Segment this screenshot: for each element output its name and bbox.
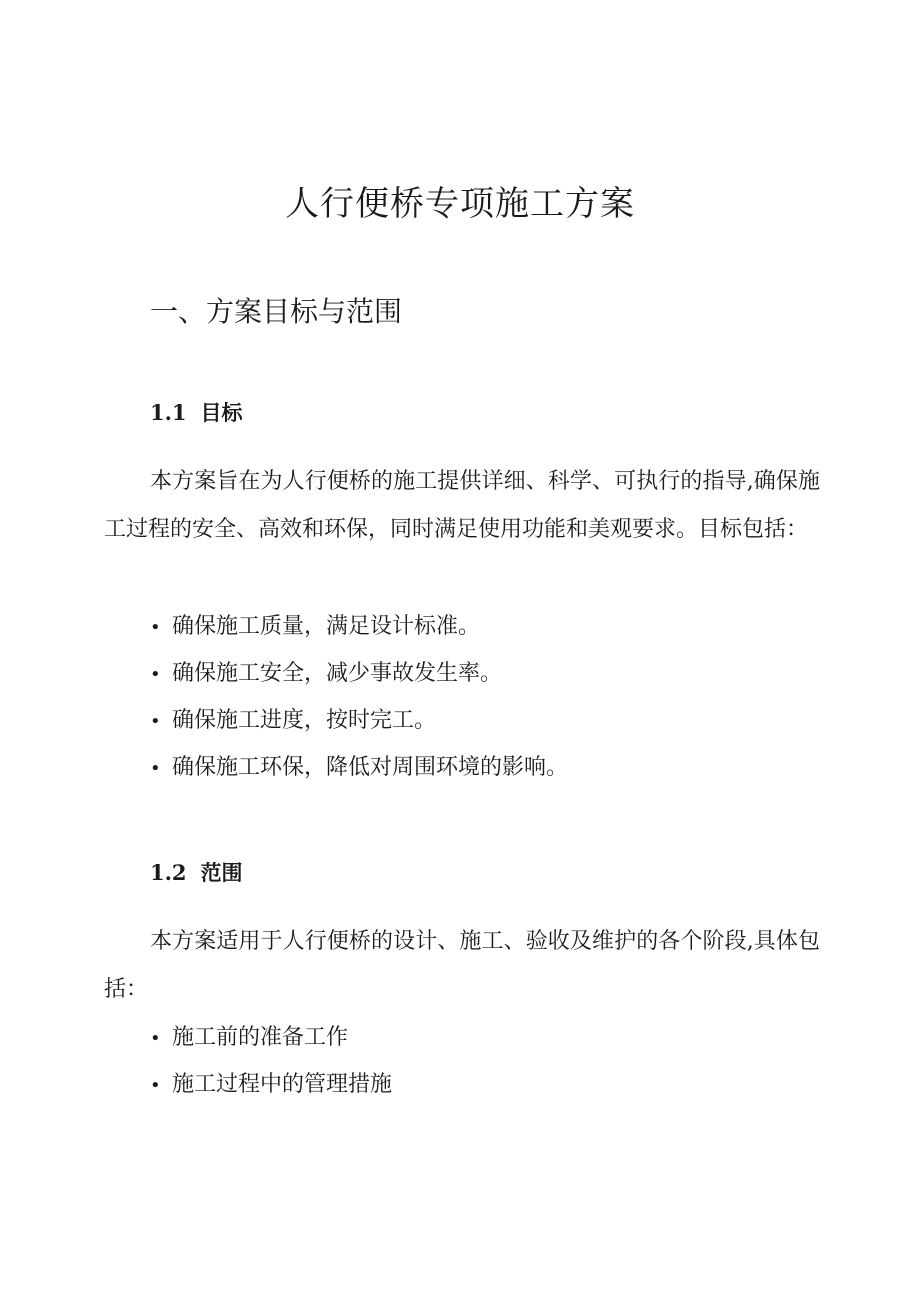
document-title: 人行便桥专项施工方案 [285, 184, 635, 224]
subsection-title: 目标 [200, 400, 243, 425]
bullet-icon: • [150, 758, 161, 779]
goal-paragraph: 本方案旨在为人行便桥的施工提供详细、科学、可执行的指导,确保施工过程的安全、高效和环保，同时满足使用功能和美观要求。目标包括： [104, 469, 820, 542]
subsection-number: 1.1 [150, 400, 187, 425]
section-heading: 一、方案目标与范围 [150, 295, 403, 328]
list-item: • 确保施工质量，满足设计标准。 [150, 603, 568, 650]
subsection-title: 范围 [200, 860, 243, 885]
list-item: • 确保施工安全，减少事故发生率。 [150, 650, 568, 697]
goal-bullet-list [150, 603, 568, 791]
scope-bullet-list [150, 1014, 392, 1108]
list-item: • 确保施工环保，降低对周围环境的影响。 [150, 744, 568, 791]
scope-paragraph: 本方案适用于人行便桥的设计、施工、验收及维护的各个阶段,具体包括： [104, 929, 820, 1002]
list-item: • 确保施工进度，按时完工。 [150, 697, 568, 744]
subsection-heading-goal [150, 396, 243, 430]
subsection-number: 1.2 [150, 860, 187, 885]
bullet-icon: • [150, 617, 161, 638]
list-item: • 施工过程中的管理措施 [150, 1061, 392, 1108]
bullet-icon: • [150, 1075, 161, 1096]
subsection-heading-scope [150, 856, 243, 890]
bullet-icon: • [150, 711, 161, 732]
bullet-icon: • [150, 1028, 161, 1049]
bullet-icon: • [150, 664, 161, 685]
list-item: • 施工前的准备工作 [150, 1014, 392, 1061]
